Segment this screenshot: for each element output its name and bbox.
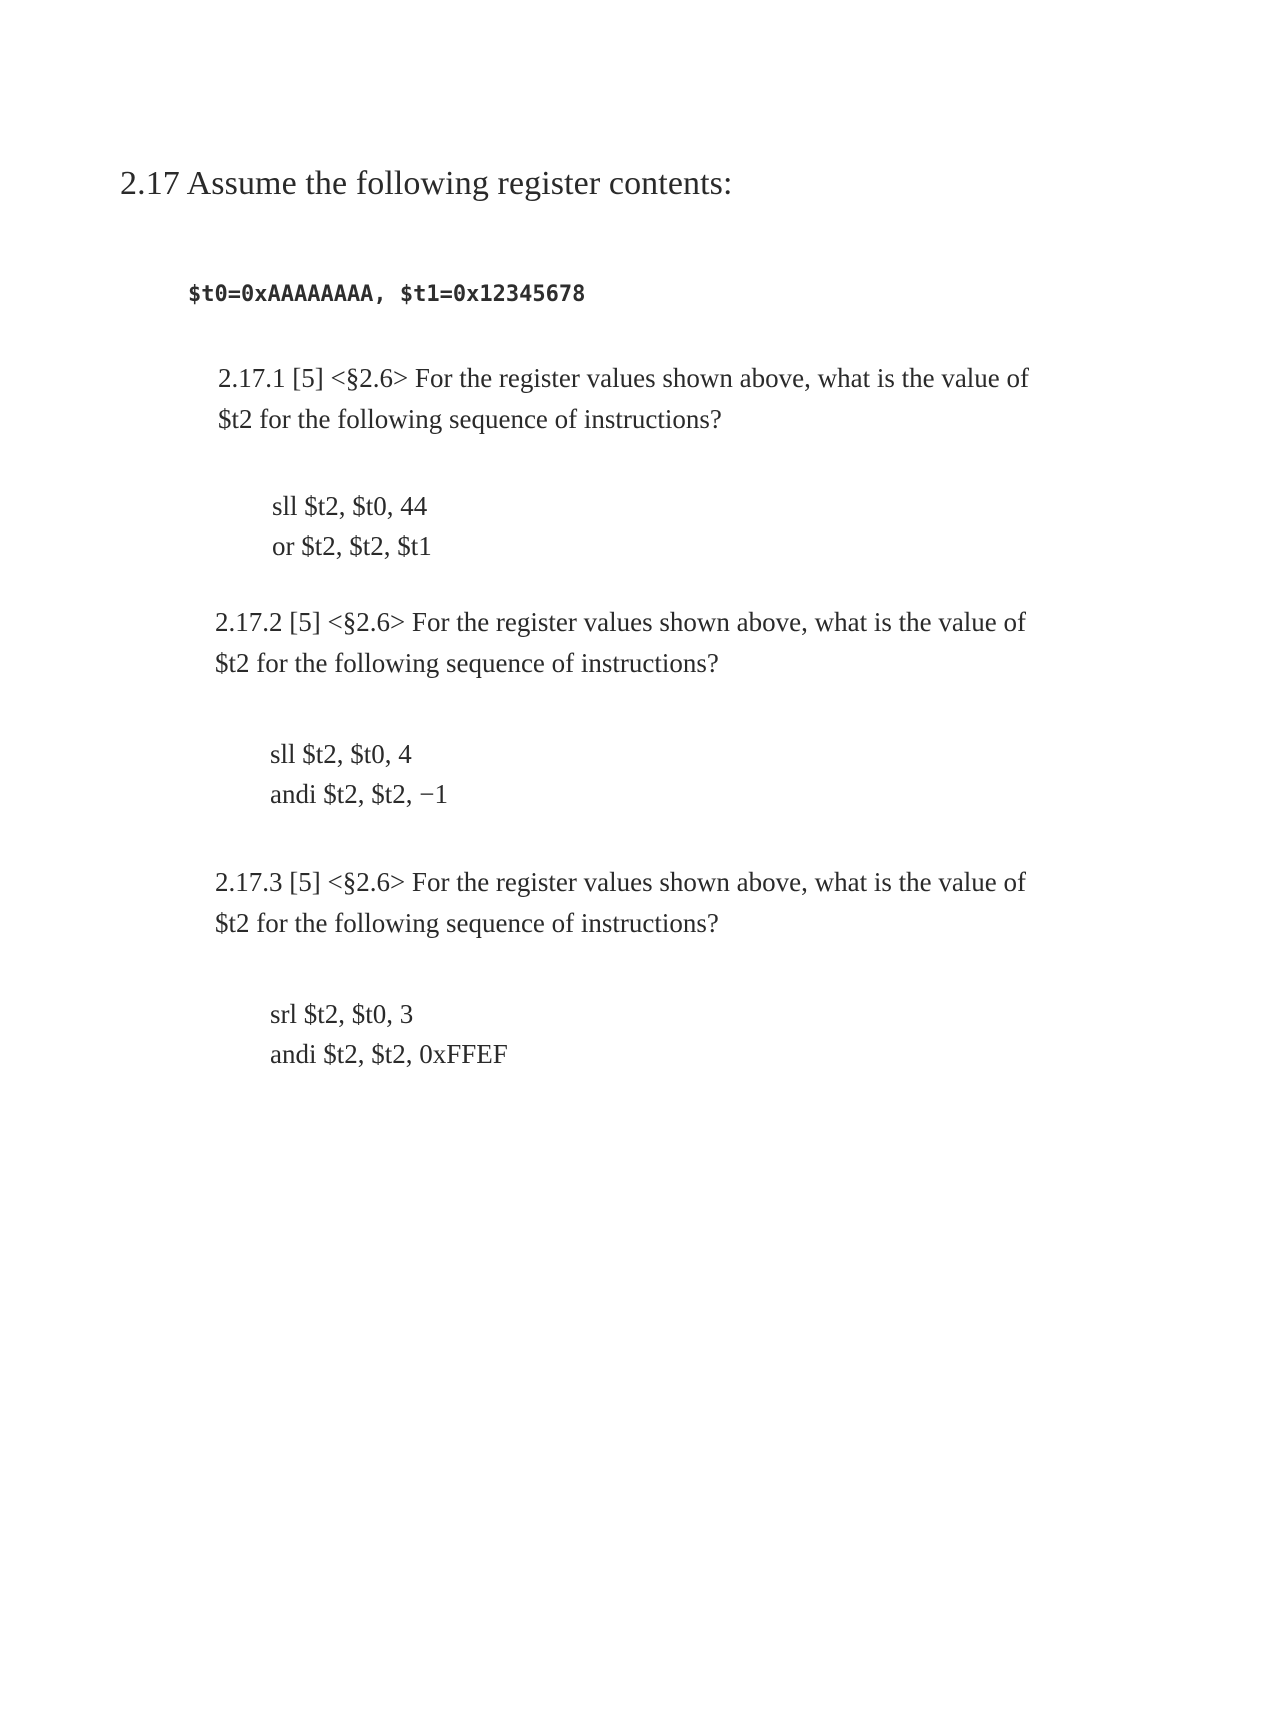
code-line: andi $t2, $t2, 0xFFEF (270, 1039, 508, 1069)
question-text-line-2: $t2 for the following sequence of instructions? (215, 648, 719, 678)
question-text-line-2: $t2 for the following sequence of instructions? (215, 908, 719, 938)
code-block-2-17-1 (272, 486, 432, 566)
question-2-17-1 (218, 358, 1158, 440)
question-text-line-1: 2.17.2 [5] <§2.6> For the register values shown above, what is the value of (215, 607, 1027, 637)
register-contents: $t0=0xAAAAAAAA, $t1=0x12345678 (188, 282, 586, 307)
code-block-2-17-3 (270, 994, 508, 1074)
code-line: sll $t2, $t0, 44 (272, 491, 428, 521)
question-2-17-3 (215, 862, 1155, 944)
code-line: sll $t2, $t0, 4 (270, 739, 412, 769)
code-line: srl $t2, $t0, 3 (270, 999, 414, 1029)
code-line: or $t2, $t2, $t1 (272, 531, 432, 561)
code-line: andi $t2, $t2, −1 (270, 779, 448, 809)
exercise-heading: 2.17 Assume the following register contents: (120, 165, 733, 202)
question-2-17-2 (215, 602, 1155, 684)
question-text-line-1: 2.17.1 [5] <§2.6> For the register values shown above, what is the value of (218, 363, 1030, 393)
question-text-line-2: $t2 for the following sequence of instructions? (218, 404, 722, 434)
question-text-line-1: 2.17.3 [5] <§2.6> For the register values shown above, what is the value of (215, 867, 1027, 897)
code-block-2-17-2 (270, 734, 448, 814)
